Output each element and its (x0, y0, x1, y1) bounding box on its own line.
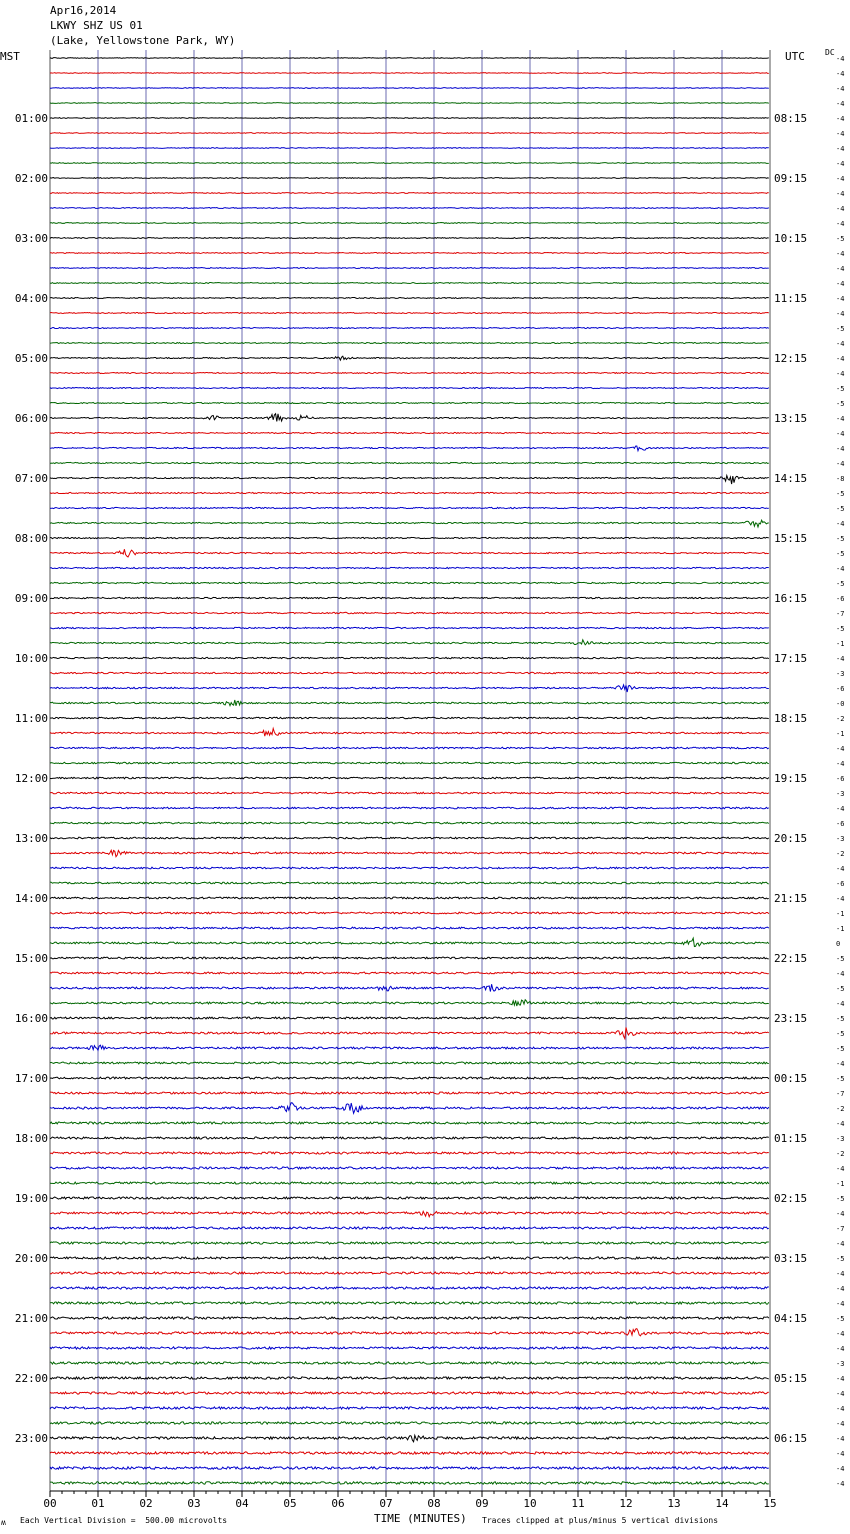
trace-line (50, 1027, 769, 1038)
trace-line (50, 957, 769, 959)
dc-offset-label: -4 (836, 1240, 845, 1248)
dc-offset-label: -6 (836, 685, 845, 693)
right-hour-label: 10:15 (774, 232, 808, 245)
trace-line (50, 984, 769, 991)
dc-offset-label: -6 (836, 595, 845, 603)
trace-line (50, 792, 769, 794)
trace-line (50, 1182, 769, 1184)
x-tick-label: 08 (427, 1497, 441, 1510)
trace-line (50, 58, 769, 59)
right-hour-label: 02:15 (774, 1192, 808, 1205)
trace-line (50, 1392, 769, 1394)
dc-offset-label: -4 (836, 1420, 845, 1428)
trace-line (50, 582, 769, 583)
right-hour-label: 12:15 (774, 352, 808, 365)
dc-offset-label: -8 (836, 475, 845, 483)
trace-line (50, 1092, 769, 1094)
dc-offset-label: -4 (836, 1390, 845, 1398)
dc-offset-label: -4 (836, 1480, 845, 1488)
left-hour-label: 15:00 (14, 952, 48, 965)
trace-line (50, 1077, 769, 1079)
trace-line (50, 867, 769, 869)
dc-offset-label: -3 (836, 790, 845, 798)
x-tick-label: 10 (523, 1497, 537, 1510)
dc-offset-label: -4 (836, 460, 845, 468)
trace-line (50, 1467, 769, 1469)
trace-line (50, 1452, 769, 1454)
left-hour-label: 17:00 (14, 1072, 48, 1085)
trace-line (50, 414, 769, 422)
left-hour-label: 10:00 (14, 652, 48, 665)
dc-offset-label: -1 (836, 730, 845, 738)
dc-offset-label: -4 (836, 100, 845, 108)
left-hour-label: 03:00 (14, 232, 48, 245)
dc-offset-label: -3 (836, 670, 845, 678)
x-axis-label: TIME (MINUTES) (374, 1512, 467, 1525)
right-hour-label: 09:15 (774, 172, 808, 185)
right-hour-label: 21:15 (774, 892, 808, 905)
dc-offset-label: -4 (836, 1120, 845, 1128)
trace-line (50, 356, 769, 360)
dc-offset-label: -6 (836, 820, 845, 828)
x-tick-label: 07 (379, 1497, 393, 1510)
trace-line (50, 462, 769, 463)
dc-offset-label: -4 (836, 190, 845, 198)
dc-offset-label: -4 (836, 1000, 845, 1008)
dc-offset-label: -5 (836, 1045, 845, 1053)
dc-offset-label: -4 (836, 355, 845, 363)
plot-date: Apr16,2014 (50, 4, 117, 17)
left-hour-label: 01:00 (14, 112, 48, 125)
right-hour-label: 11:15 (774, 292, 808, 305)
trace-line (50, 268, 769, 269)
trace-line (50, 133, 769, 134)
trace-line (50, 685, 769, 692)
dc-offset-label: -3 (836, 1135, 845, 1143)
trace-line (50, 822, 769, 824)
trace-line (50, 1227, 769, 1229)
dc-offset-label: -7 (836, 1225, 845, 1233)
trace-line (50, 1347, 769, 1349)
left-hour-label: 09:00 (14, 592, 48, 605)
dc-label: DC (825, 48, 835, 57)
trace-line (50, 1017, 769, 1019)
left-hour-label: 20:00 (14, 1252, 48, 1265)
dc-offset-label: -2 (836, 1105, 845, 1113)
trace-line (50, 1045, 769, 1050)
dc-offset-label: -5 (836, 325, 845, 333)
right-hour-label: 17:15 (774, 652, 808, 665)
dc-offset-label: -4 (836, 130, 845, 138)
left-hour-label: 11:00 (14, 712, 48, 725)
x-tick-label: 06 (331, 1497, 345, 1510)
trace-line (50, 432, 769, 433)
left-hour-label: 18:00 (14, 1132, 48, 1145)
dc-offset-label: -4 (836, 175, 845, 183)
trace-line (50, 1257, 769, 1259)
trace-line (50, 729, 769, 737)
dc-offset-label: -4 (836, 415, 845, 423)
dc-offset-label: -4 (836, 265, 845, 273)
right-hour-label: 13:15 (774, 412, 808, 425)
trace-line (50, 912, 769, 914)
dc-offset-label: -4 (836, 220, 845, 228)
station-code: LKWY SHZ US 01 (50, 19, 143, 32)
dc-offset-label: -4 (836, 1405, 845, 1413)
left-hour-label: 04:00 (14, 292, 48, 305)
trace-line (50, 1435, 769, 1441)
dc-offset-label: -4 (836, 1435, 845, 1443)
clip-note: Traces clipped at plus/minus 5 vertical divisions (482, 1516, 719, 1525)
trace-line (50, 700, 769, 706)
dc-offset-label: -5 (836, 235, 845, 243)
dc-offset-label: -4 (836, 250, 845, 258)
dc-offset-label: -5 (836, 490, 845, 498)
trace-line (50, 1302, 769, 1304)
trace-line (50, 627, 769, 628)
x-tick-label: 00 (43, 1497, 57, 1510)
trace-line (50, 897, 769, 899)
dc-offset-label: 0 (836, 940, 841, 948)
trace-line (50, 717, 769, 719)
dc-offset-label: -4 (836, 1300, 845, 1308)
dc-offset-label: -4 (836, 1210, 845, 1218)
x-tick-label: 09 (475, 1497, 489, 1510)
left-hour-label: 05:00 (14, 352, 48, 365)
dc-offset-label: -5 (836, 535, 845, 543)
right-hour-label: 08:15 (774, 112, 808, 125)
dc-offset-label: -5 (836, 580, 845, 588)
dc-offset-label: -5 (836, 1015, 845, 1023)
dc-offset-label: -5 (836, 550, 845, 558)
x-tick-label: 15 (763, 1497, 777, 1510)
left-hour-label: 21:00 (14, 1312, 48, 1325)
trace-line (50, 223, 769, 224)
dc-offset-label: -5 (836, 1030, 845, 1038)
dc-offset-label: -4 (836, 655, 845, 663)
dc-offset-label: -2 (836, 850, 845, 858)
trace-line (50, 597, 769, 598)
dc-offset-label: -4 (836, 70, 845, 78)
dc-offset-label: -7 (836, 610, 845, 618)
trace-line (50, 938, 769, 946)
trace-line (50, 657, 769, 658)
trace-line (50, 507, 769, 508)
right-hour-label: 19:15 (774, 772, 808, 785)
dc-offset-label: -4 (836, 160, 845, 168)
dc-offset-label: -4 (836, 115, 845, 123)
trace-line (50, 193, 769, 194)
trace-line (50, 850, 769, 856)
scale-note: Each Vertical Division = 500.00 microvolts (20, 1516, 228, 1525)
dc-offset-label: -1 (836, 1180, 845, 1188)
left-hour-label: 13:00 (14, 832, 48, 845)
dc-offset-label: -7 (836, 1090, 845, 1098)
left-hour-label: 08:00 (14, 532, 48, 545)
trace-line (50, 837, 769, 839)
left-hour-label: 16:00 (14, 1012, 48, 1025)
trace-line (50, 520, 769, 527)
dc-offset-label: -4 (836, 1060, 845, 1068)
dc-offset-label: -3 (836, 835, 845, 843)
right-hour-label: 15:15 (774, 532, 808, 545)
trace-line (50, 163, 769, 164)
x-tick-label: 14 (715, 1497, 729, 1510)
trace-line (50, 762, 769, 764)
dc-offset-label: -5 (836, 1075, 845, 1083)
right-hour-label: 18:15 (774, 712, 808, 725)
dc-offset-label: -4 (836, 205, 845, 213)
dc-offset-label: -5 (836, 1195, 845, 1203)
trace-line (50, 972, 769, 974)
dc-offset-label: -4 (836, 55, 845, 63)
trace-line (50, 1287, 769, 1289)
dc-offset-label: -2 (836, 1150, 845, 1158)
trace-line (50, 807, 769, 809)
right-hour-label: 22:15 (774, 952, 808, 965)
dc-offset-label: -6 (836, 775, 845, 783)
trace-line (50, 537, 769, 538)
right-hour-label: 04:15 (774, 1312, 808, 1325)
trace-line (50, 1377, 769, 1379)
dc-offset-label: -4 (836, 1375, 845, 1383)
trace-line (50, 567, 769, 568)
trace-line (50, 118, 769, 119)
dc-offset-label: -4 (836, 430, 845, 438)
trace-line (50, 1062, 769, 1064)
trace-line (50, 1211, 769, 1216)
trace-line (50, 1122, 769, 1124)
dc-offset-label: -5 (836, 625, 845, 633)
right-hour-label: 23:15 (774, 1012, 808, 1025)
x-tick-label: 03 (187, 1497, 201, 1510)
dc-offset-label: -5 (836, 985, 845, 993)
trace-line (50, 342, 769, 343)
trace-line (50, 1362, 769, 1364)
x-tick-label: 01 (91, 1497, 105, 1510)
dc-offset-label: -4 (836, 145, 845, 153)
dc-offset-label: -4 (836, 1465, 845, 1473)
dc-offset-label: -1 (836, 640, 845, 648)
trace-line (50, 1407, 769, 1409)
dc-offset-label: -4 (836, 895, 845, 903)
trace-line (50, 1272, 769, 1274)
trace-line (50, 640, 769, 645)
dc-offset-label: -4 (836, 970, 845, 978)
dc-offset-label: -4 (836, 865, 845, 873)
right-hour-label: 06:15 (774, 1432, 808, 1445)
dc-offset-label: -5 (836, 385, 845, 393)
trace-line (50, 1103, 769, 1114)
trace-line (50, 103, 769, 104)
trace-line (50, 475, 769, 484)
dc-offset-label: -4 (836, 1450, 845, 1458)
dc-offset-label: -0 (836, 700, 845, 708)
trace-line (50, 387, 769, 388)
dc-offset-label: -5 (836, 1255, 845, 1263)
trace-line (50, 1167, 769, 1169)
x-tick-label: 11 (571, 1497, 585, 1510)
trace-line (50, 1152, 769, 1154)
x-tick-label: 05 (283, 1497, 297, 1510)
right-hour-label: 01:15 (774, 1132, 808, 1145)
station-location: (Lake, Yellowstone Park, WY) (50, 34, 236, 47)
trace-line (50, 402, 769, 403)
trace-line (50, 927, 769, 929)
left-hour-label: 14:00 (14, 892, 48, 905)
x-tick-label: 04 (235, 1497, 249, 1510)
dc-offset-label: -4 (836, 340, 845, 348)
corner-mark: ʍ (1, 1518, 6, 1527)
trace-line (50, 1482, 769, 1484)
trace-line (50, 672, 769, 673)
left-hour-label: 23:00 (14, 1432, 48, 1445)
trace-line (50, 88, 769, 89)
dc-offset-label: -4 (836, 370, 845, 378)
right-hour-label: 20:15 (774, 832, 808, 845)
left-hour-label: 19:00 (14, 1192, 48, 1205)
dc-offset-label: -4 (836, 1165, 845, 1173)
trace-line (50, 1137, 769, 1139)
x-tick-label: 12 (619, 1497, 633, 1510)
left-timezone-label: MST (0, 50, 20, 63)
trace-line (50, 882, 769, 884)
trace-line (50, 253, 769, 254)
dc-offset-label: -4 (836, 310, 845, 318)
trace-line (50, 612, 769, 613)
right-hour-label: 00:15 (774, 1072, 808, 1085)
right-hour-label: 14:15 (774, 472, 808, 485)
dc-offset-label: -3 (836, 1360, 845, 1368)
dc-offset-label: -5 (836, 505, 845, 513)
trace-line (50, 238, 769, 239)
dc-offset-label: -4 (836, 295, 845, 303)
left-hour-label: 12:00 (14, 772, 48, 785)
dc-offset-label: -4 (836, 1330, 845, 1338)
x-tick-label: 13 (667, 1497, 681, 1510)
trace-line (50, 283, 769, 284)
trace-line (50, 1422, 769, 1424)
trace-line (50, 208, 769, 209)
trace-line (50, 549, 769, 557)
dc-offset-label: -4 (836, 745, 845, 753)
right-hour-label: 03:15 (774, 1252, 808, 1265)
left-hour-label: 22:00 (14, 1372, 48, 1385)
x-tick-label: 02 (139, 1497, 153, 1510)
dc-offset-label: -4 (836, 445, 845, 453)
trace-line (50, 312, 769, 313)
dc-offset-label: -4 (836, 1345, 845, 1353)
dc-offset-label: -2 (836, 715, 845, 723)
dc-offset-label: -6 (836, 880, 845, 888)
left-hour-label: 06:00 (14, 412, 48, 425)
right-timezone-label: UTC (785, 50, 805, 63)
dc-offset-label: -4 (836, 565, 845, 573)
trace-line (50, 372, 769, 373)
trace-line (50, 148, 769, 149)
trace-line (50, 178, 769, 179)
dc-offset-label: -4 (836, 520, 845, 528)
dc-offset-label: -5 (836, 1315, 845, 1323)
dc-offset-label: -4 (836, 1270, 845, 1278)
trace-line (50, 492, 769, 493)
dc-offset-label: -4 (836, 805, 845, 813)
dc-offset-label: -4 (836, 85, 845, 93)
dc-offset-label: -1 (836, 910, 845, 918)
trace-line (50, 1329, 769, 1336)
right-hour-label: 05:15 (774, 1372, 808, 1385)
dc-offset-label: -1 (836, 925, 845, 933)
trace-line (50, 73, 769, 74)
trace-line (50, 446, 769, 451)
trace-line (50, 327, 769, 328)
dc-offset-label: -5 (836, 955, 845, 963)
right-hour-label: 16:15 (774, 592, 808, 605)
dc-offset-label: -4 (836, 1285, 845, 1293)
trace-line (50, 1000, 769, 1006)
dc-offset-label: -5 (836, 400, 845, 408)
dc-offset-label: -4 (836, 280, 845, 288)
trace-line (50, 1197, 769, 1199)
trace-line (50, 1317, 769, 1319)
trace-line (50, 298, 769, 299)
trace-line (50, 747, 769, 749)
dc-offset-label: -4 (836, 760, 845, 768)
trace-line (50, 777, 769, 779)
trace-line (50, 1242, 769, 1244)
left-hour-label: 07:00 (14, 472, 48, 485)
left-hour-label: 02:00 (14, 172, 48, 185)
